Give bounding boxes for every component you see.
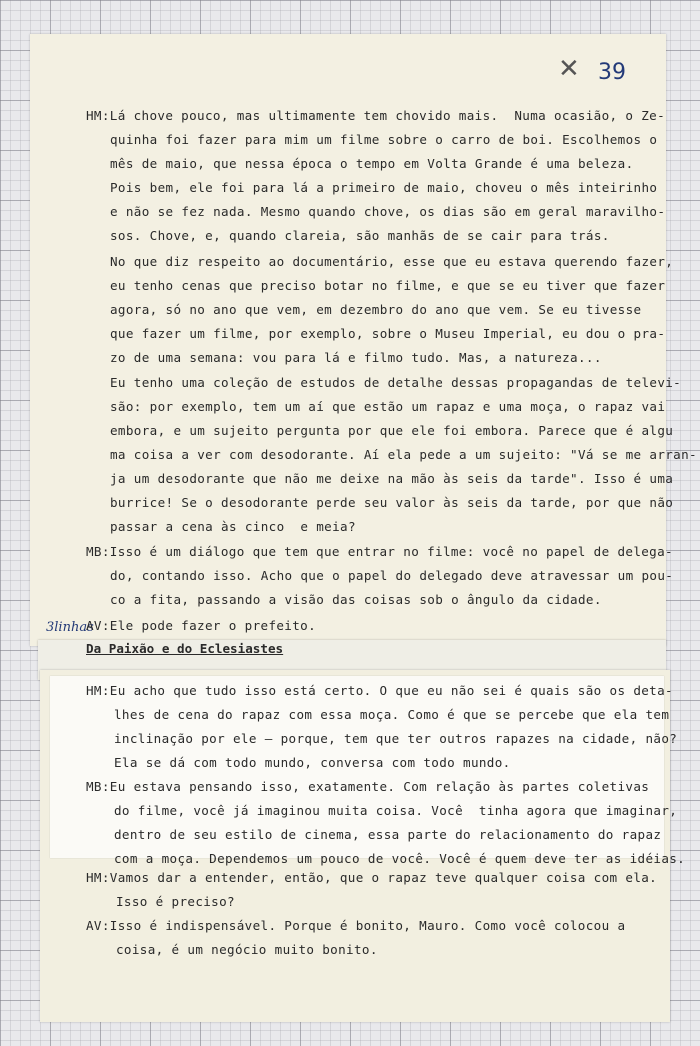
typed-line: MB:Eu estava pensando isso, exatamente. Com relação às partes coletivas: [86, 779, 650, 794]
typed-line: Isso é preciso?: [116, 894, 235, 909]
typed-line: mês de maio, que nessa época o tempo em Volta Grande é uma beleza.: [110, 156, 634, 171]
typed-line: coisa, é um negócio muito bonito.: [116, 942, 378, 957]
typed-line: ma coisa a ver com desodorante. Aí ela pede a um sujeito: "Vá se me arran-: [110, 447, 697, 462]
page-number: 39: [598, 60, 626, 85]
typed-line: que fazer um filme, por exemplo, sobre o Museu Imperial, eu dou o pra-: [110, 326, 666, 341]
typed-line: co a fita, passando a visão das coisas sob o ângulo da cidade.: [110, 592, 602, 607]
section-title: Da Paixão e do Eclesiastes: [86, 641, 284, 656]
typed-line: lhes de cena do rapaz com essa moça. Como é que se percebe que ela tem: [114, 707, 670, 722]
typed-line: sos. Chove, e, quando clareia, são manhãs de se cair para trás.: [110, 228, 610, 243]
typed-line: ja um desodorante que não me deixe na mão às seis da tarde". Isso é uma: [110, 471, 674, 486]
corner-cross-mark: ✕: [558, 54, 580, 84]
typed-line: agora, só no ano que vem, em dezembro do ano que vem. Se eu tivesse: [110, 302, 642, 317]
typed-line: AV:Ele pode fazer o prefeito.: [86, 618, 317, 633]
typed-line: burrice! Se o desodorante perde seu valor às seis da tarde, por que não: [110, 495, 674, 510]
typed-line: e não se fez nada. Mesmo quando chove, os dias são em geral maravilho-: [110, 204, 666, 219]
typed-line: do filme, você já imaginou muita coisa. Você tinha agora que imaginar,: [114, 803, 678, 818]
typed-line: HM:Eu acho que tudo isso está certo. O que eu não sei é quais são os deta-: [86, 683, 673, 698]
margin-handwritten-note: 3linhas: [46, 620, 94, 635]
typed-line: Ela se dá com todo mundo, conversa com todo mundo.: [114, 755, 511, 770]
typed-line: quinha foi fazer para mim um filme sobre o carro de boi. Escolhemos o: [110, 132, 658, 147]
typed-line: HM:Lá chove pouco, mas ultimamente tem chovido mais. Numa ocasião, o Ze-: [86, 108, 666, 123]
typed-line: HM:Vamos dar a entender, então, que o rapaz teve qualquer coisa com ela.: [86, 870, 658, 885]
typed-line: passar a cena às cinco e meia?: [110, 519, 356, 534]
typed-line: inclinação por ele — porque, tem que ter outros rapazes na cidade, não?: [114, 731, 678, 746]
typed-line: Eu tenho uma coleção de estudos de detalhe dessas propagandas de televi-: [110, 375, 682, 390]
typed-line: zo de uma semana: vou para lá e filmo tudo. Mas, a natureza...: [110, 350, 602, 365]
typed-line: são: por exemplo, tem um aí que estão um rapaz e uma moça, o rapaz vai: [110, 399, 666, 414]
typed-line: embora, e um sujeito pergunta por que ele foi embora. Parece que é algu: [110, 423, 674, 438]
typed-line: AV:Isso é indispensável. Porque é bonito, Mauro. Como você colocou a: [86, 918, 626, 933]
typed-line: No que diz respeito ao documentário, esse que eu estava querendo fazer,: [110, 254, 674, 269]
typed-line: com a moça. Dependemos um pouco de você. Você é quem deve ter as idéias.: [114, 851, 686, 866]
typed-line: MB:Isso é um diálogo que tem que entrar no filme: você no papel de delega-: [86, 544, 673, 559]
typed-line: Pois bem, ele foi para lá a primeiro de maio, choveu o mês inteirinho: [110, 180, 658, 195]
typed-line: eu tenho cenas que preciso botar no filme, e que se eu tiver que fazer: [110, 278, 666, 293]
typed-line: do, contando isso. Acho que o papel do delegado deve atravessar um pou-: [110, 568, 674, 583]
typed-line: dentro de seu estilo de cinema, essa parte do relacionamento do rapaz: [114, 827, 662, 842]
